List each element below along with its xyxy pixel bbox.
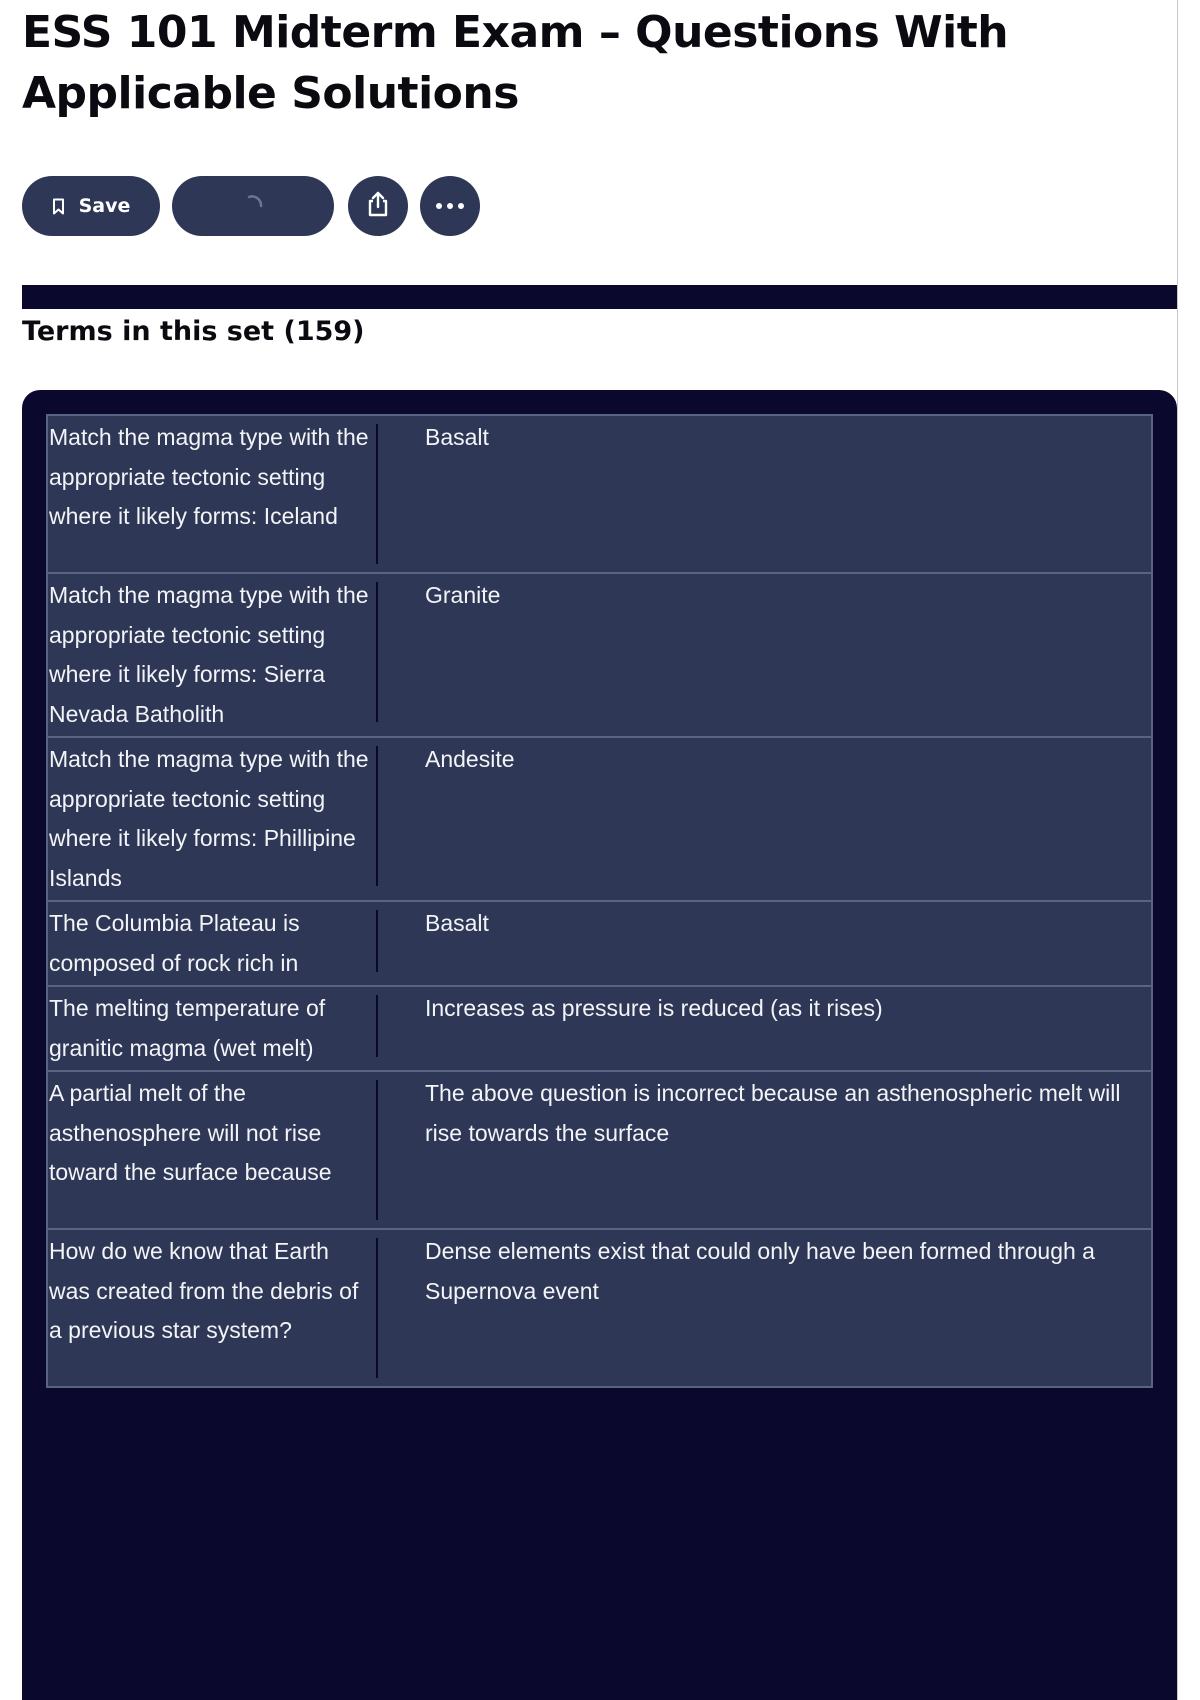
definition-text: The above question is incorrect because an asthenospheric melt will rise towards the surface (425, 1080, 1121, 1146)
term-text: The Columbia Plateau is composed of rock rich in (49, 910, 300, 976)
definition-text: Granite (425, 582, 501, 608)
table-row[interactable] (47, 1229, 1152, 1387)
term-text: Match the magma type with the appropriate tectonic setting where it likely forms: Iceland (49, 424, 369, 529)
definition-text: Basalt (425, 424, 489, 450)
page-edge-rule (1177, 0, 1178, 1700)
terms-heading: Terms in this set (159) (22, 316, 365, 347)
definition-cell (378, 573, 1152, 737)
term-text: Match the magma type with the appropriate tectonic setting where it likely forms: Phillipine Islands (49, 746, 369, 891)
term-cell (47, 901, 376, 986)
definition-text: Increases as pressure is reduced (as it rises) (425, 995, 883, 1021)
term-cell (47, 415, 376, 573)
term-text: The melting temperature of granitic magma (wet melt) (49, 995, 326, 1061)
definition-cell (378, 415, 1152, 573)
spinner-icon (240, 192, 266, 221)
definition-cell (378, 901, 1152, 986)
table-row[interactable] (47, 986, 1152, 1071)
definition-text: Basalt (425, 910, 489, 936)
share-button[interactable] (348, 176, 408, 236)
bookmark-icon (52, 198, 65, 215)
term-cell (47, 1071, 376, 1229)
terms-panel (22, 390, 1177, 1700)
table-row[interactable] (47, 737, 1152, 901)
section-divider (22, 285, 1177, 309)
definition-cell (378, 737, 1152, 901)
terms-table (46, 414, 1153, 1388)
term-text: A partial melt of the asthenosphere will not rise toward the surface because (49, 1080, 332, 1185)
definition-text: Andesite (425, 746, 515, 772)
term-text: How do we know that Earth was created from the debris of a previous star system? (49, 1238, 359, 1343)
definition-cell (378, 986, 1152, 1071)
more-icon (435, 197, 465, 215)
save-button[interactable] (22, 176, 160, 236)
term-cell (47, 573, 376, 737)
table-row[interactable] (47, 901, 1152, 986)
definition-cell (378, 1229, 1152, 1387)
term-cell (47, 737, 376, 901)
term-cell (47, 986, 376, 1071)
definition-text: Dense elements exist that could only have been formed through a Supernova event (425, 1238, 1095, 1304)
more-options-button[interactable] (420, 176, 480, 236)
table-row[interactable] (47, 1071, 1152, 1229)
toolbar (22, 176, 492, 236)
page-title: ESS 101 Midterm Exam – Questions With Applicable Solutions (22, 7, 1009, 119)
loading-button[interactable] (172, 176, 334, 236)
save-button-label: Save (78, 195, 131, 217)
term-text: Match the magma type with the appropriate tectonic setting where it likely forms: Sierra Nevada Batholith (49, 582, 369, 727)
share-icon (365, 190, 391, 223)
table-row[interactable] (47, 573, 1152, 737)
definition-cell (378, 1071, 1152, 1229)
table-row[interactable] (47, 415, 1152, 573)
term-cell (47, 1229, 376, 1387)
